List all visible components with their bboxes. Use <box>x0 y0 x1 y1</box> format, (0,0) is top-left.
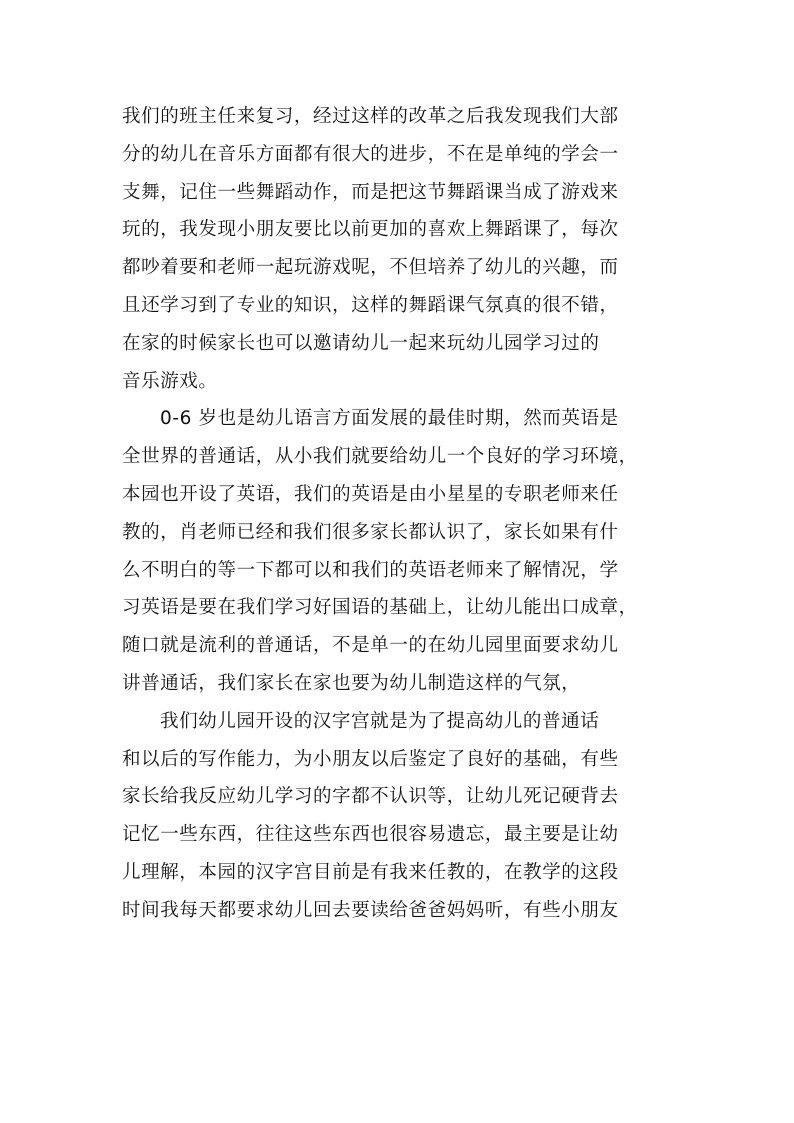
paragraph-start-line: 0-6 岁也是幼儿语言方面发展的最佳时期，然而英语是 <box>160 408 619 430</box>
text-line: 儿理解，本园的汉字宫目前是有我来任教的，在教学的这段 <box>122 861 619 883</box>
text-line: 教的，肖老师已经和我们很多家长都认识了，家长如果有什 <box>122 521 619 543</box>
text-line: 音乐游戏。 <box>122 370 218 392</box>
text-line: 随口就是流利的普通话，不是单一的在幼儿园里面要求幼儿 <box>122 635 619 657</box>
text-line: 都吵着要和老师一起玩游戏呢，不但培养了幼儿的兴趣，而 <box>122 257 619 279</box>
text-line: 时间我每天都要求幼儿回去要读给爸爸妈妈听，有些小朋友 <box>122 899 619 921</box>
text-line: 和以后的写作能力，为小朋友以后鉴定了良好的基础，有些 <box>122 748 619 770</box>
text-line: 全世界的普通话，从小我们就要给幼儿一个良好的学习环境， <box>122 446 638 468</box>
text-line: 习英语是要在我们学习好国语的基础上，让幼儿能出口成章， <box>122 597 638 619</box>
text-line: 记忆一些东西，往往这些东西也很容易遗忘，最主要是让幼 <box>122 824 619 846</box>
text-line: 家长给我反应幼儿学习的字都不认识等，让幼儿死记硬背去 <box>122 786 619 808</box>
text-line: 且还学习到了专业的知识，这样的舞蹈课气氛真的很不错， <box>122 294 619 316</box>
text-line: 讲普通话，我们家长在家也要为幼儿制造这样的气氛， <box>122 672 581 694</box>
text-line: 么不明白的等一下都可以和我们的英语老师来了解情况，学 <box>122 559 619 581</box>
paragraph-start-line: 我们幼儿园开设的汉字宫就是为了提高幼儿的普通话 <box>160 710 600 732</box>
body-text <box>122 98 682 930</box>
text-line: 分的幼儿在音乐方面都有很大的进步，不在是单纯的学会一 <box>122 143 619 165</box>
text-line: 本园也开设了英语，我们的英语是由小星星的专职老师来任 <box>122 483 619 505</box>
text-line: 支舞，记住一些舞蹈动作，而是把这节舞蹈课当成了游戏来 <box>122 181 619 203</box>
text-line: 在家的时候家长也可以邀请幼儿一起来玩幼儿园学习过的 <box>122 332 600 354</box>
text-line: 玩的，我发现小朋友要比以前更加的喜欢上舞蹈课了，每次 <box>122 219 619 241</box>
text-line: 我们的班主任来复习，经过这样的改革之后我发现我们大部 <box>122 106 619 127</box>
